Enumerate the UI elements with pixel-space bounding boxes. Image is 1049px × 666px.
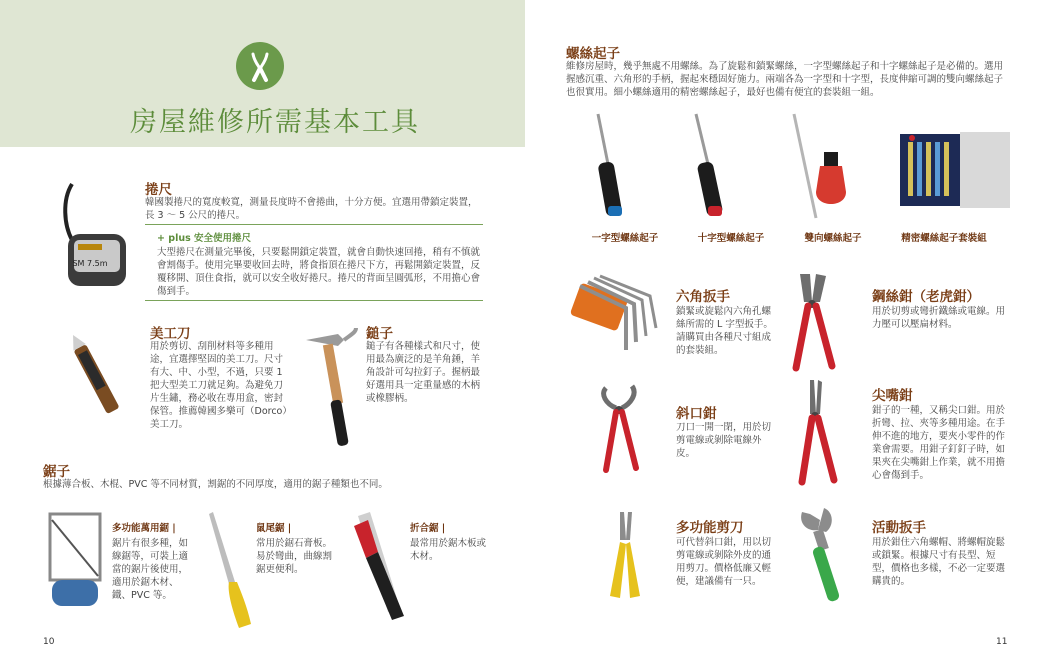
diagonal-title: 斜口鉗 <box>676 406 717 422</box>
precision-screwdriver-set-image <box>900 130 1012 210</box>
plier-title: 鋼絲鉗（老虎鉗） <box>872 289 980 305</box>
hammer-image <box>298 326 358 451</box>
hex-key-set-image <box>570 276 665 356</box>
phillips-screwdriver-image <box>690 112 730 222</box>
diagonal-cutter-image <box>596 384 646 474</box>
caption-double: 雙向螺絲起子 <box>804 233 862 244</box>
svg-text:SM 7.5m: SM 7.5m <box>72 259 108 268</box>
needle-title: 尖嘴鉗 <box>872 388 913 404</box>
hex-title: 六角扳手 <box>676 289 730 305</box>
divider <box>145 224 483 225</box>
hex-desc: 鎖緊或旋鬆內六角孔螺絲所需的 L 字型扳手。請購買由各種尺寸組成的套裝組。 <box>676 306 773 356</box>
utility-knife-image <box>62 335 132 425</box>
saw-item-name: 多功能萬用鋸 | <box>112 523 176 534</box>
saw-item-desc: 鋸片有很多種，如線鋸等，可裝上適當的鋸片後使用，適用於鋸木材、鐵、PVC 等。 <box>112 538 189 601</box>
saw-item-desc: 最常用於鋸木板或木材。 <box>410 538 487 562</box>
folding-saw-image <box>348 512 408 622</box>
needle-nose-pliers-image <box>790 378 850 488</box>
wrench-title: 活動扳手 <box>872 520 926 536</box>
hammer-desc: 鎚子有各種樣式和尺寸，使用最為廣泛的是羊角錘，羊角設計可勾拉釘子。握柄最好選用具一定重量感的木柄或橡膠柄。 <box>366 341 481 404</box>
keyhole-saw-image <box>205 512 255 632</box>
tape-tip-text: 大型捲尺在測量完畢後，只要鬆開鎖定裝置，就會自動快速回捲，稍有不慎就會割傷手。使用完畢要收回去時，將食指頂在捲尺下方，再鬆開鎖定裝置，反覆移開、頂住食指，就可以安全收好捲尺。捲尺的背面呈圓弧形，不用擔心會傷到手。 <box>157 247 481 297</box>
multi-snips-image <box>604 510 650 602</box>
diagonal-desc: 刀口一開一閉，用於切剪電線或剝除電線外皮。 <box>676 422 772 459</box>
saw-item-name: 鼠尾鋸 | <box>256 523 292 534</box>
flathead-screwdriver-image <box>590 112 630 222</box>
plier-desc: 用於切剪或彎折鐵絲或電線。用力壓可以壓扁材料。 <box>872 306 1006 330</box>
screwdriver-title: 螺絲起子 <box>566 46 620 62</box>
saw-item-desc: 常用於鋸石膏板。易於彎曲，曲線割鋸更便利。 <box>256 538 333 575</box>
wrench-desc: 用於鉗住六角螺帽、將螺帽旋鬆或鎖緊。根據尺寸有長型、短型，價格也多樣，不必一定要選購貴的。 <box>872 537 1006 587</box>
snips-desc: 可代替斜口鉗，用以切剪電線或剝除外皮的通用剪刀。價格低廉又輕便，建議備有一只。 <box>676 537 772 587</box>
caption-flathead: 一字型螺絲起子 <box>591 233 659 244</box>
adjustable-wrench-image <box>794 506 854 606</box>
lineman-pliers-image <box>786 272 846 372</box>
page-number-right: 11 <box>996 637 1008 647</box>
saw-desc: 根據薄合板、木棍、PVC 等不同材質，割鋸的不同厚度，適用的鋸子種類也不同。 <box>43 479 388 490</box>
caption-precision-set: 精密螺絲起子套裝組 <box>901 233 987 244</box>
page-number-left: 10 <box>43 637 55 647</box>
knife-title: 美工刀 <box>150 326 191 342</box>
saw-item-name: 折合鋸 | <box>410 523 446 534</box>
needle-desc: 鉗子的一種，又稱尖口鉗。用於折彎、拉、夾等多種用途。在手伸不進的地方，要夾小零件的作業會需要。用鉗子釘釘子時，如果夾在尖嘴鉗上作業，就不用擔心會傷到手。 <box>872 405 1006 481</box>
hammer-title: 鎚子 <box>366 326 393 342</box>
hacksaw-image <box>38 510 108 610</box>
tape-measure-image <box>52 180 132 290</box>
double-screwdriver-image <box>790 112 860 222</box>
knife-desc: 用於剪切、刮削材料等多種用途，宜選擇堅固的美工刀。尺寸有大、中、小型，不過，只要 1 把大型美工刀就足夠。為避免刀片生鏽，務必收在專用盒，密封保管。推薦韓國多樂可（Dorco）美工刀。 <box>150 341 288 430</box>
tape-tip-label: + plus 安全使用捲尺 <box>157 233 252 244</box>
tape-title: 捲尺 <box>145 182 172 198</box>
tape-desc: 韓國製捲尺的寬度較寬，測量長度時不會捲曲，十分方便。宜選用帶鎖定裝置，長 3 ～ 5 公尺的捲尺。 <box>145 197 478 221</box>
screwdriver-desc: 維修房屋時，幾乎無處不用螺絲。為了旋鬆和鎖緊螺絲，一字型螺絲起子和十字螺絲起子是必備的。選用握感沉重、六角形的手柄，握起來穩固好施力。兩端各為一字型和十字型，長度伸縮可調的雙向螺絲起子也很實用。細小螺絲適用的精密螺絲起子，最好也備有便宜的套裝組一組。 <box>566 61 1004 98</box>
caption-phillips: 十字型螺絲起子 <box>697 233 765 244</box>
divider <box>145 300 483 301</box>
snips-title: 多功能剪刀 <box>676 520 744 536</box>
pliers-emblem-icon <box>236 42 284 90</box>
saw-title: 鋸子 <box>43 464 70 480</box>
page-title: 房屋維修所需基本工具 <box>130 107 420 138</box>
